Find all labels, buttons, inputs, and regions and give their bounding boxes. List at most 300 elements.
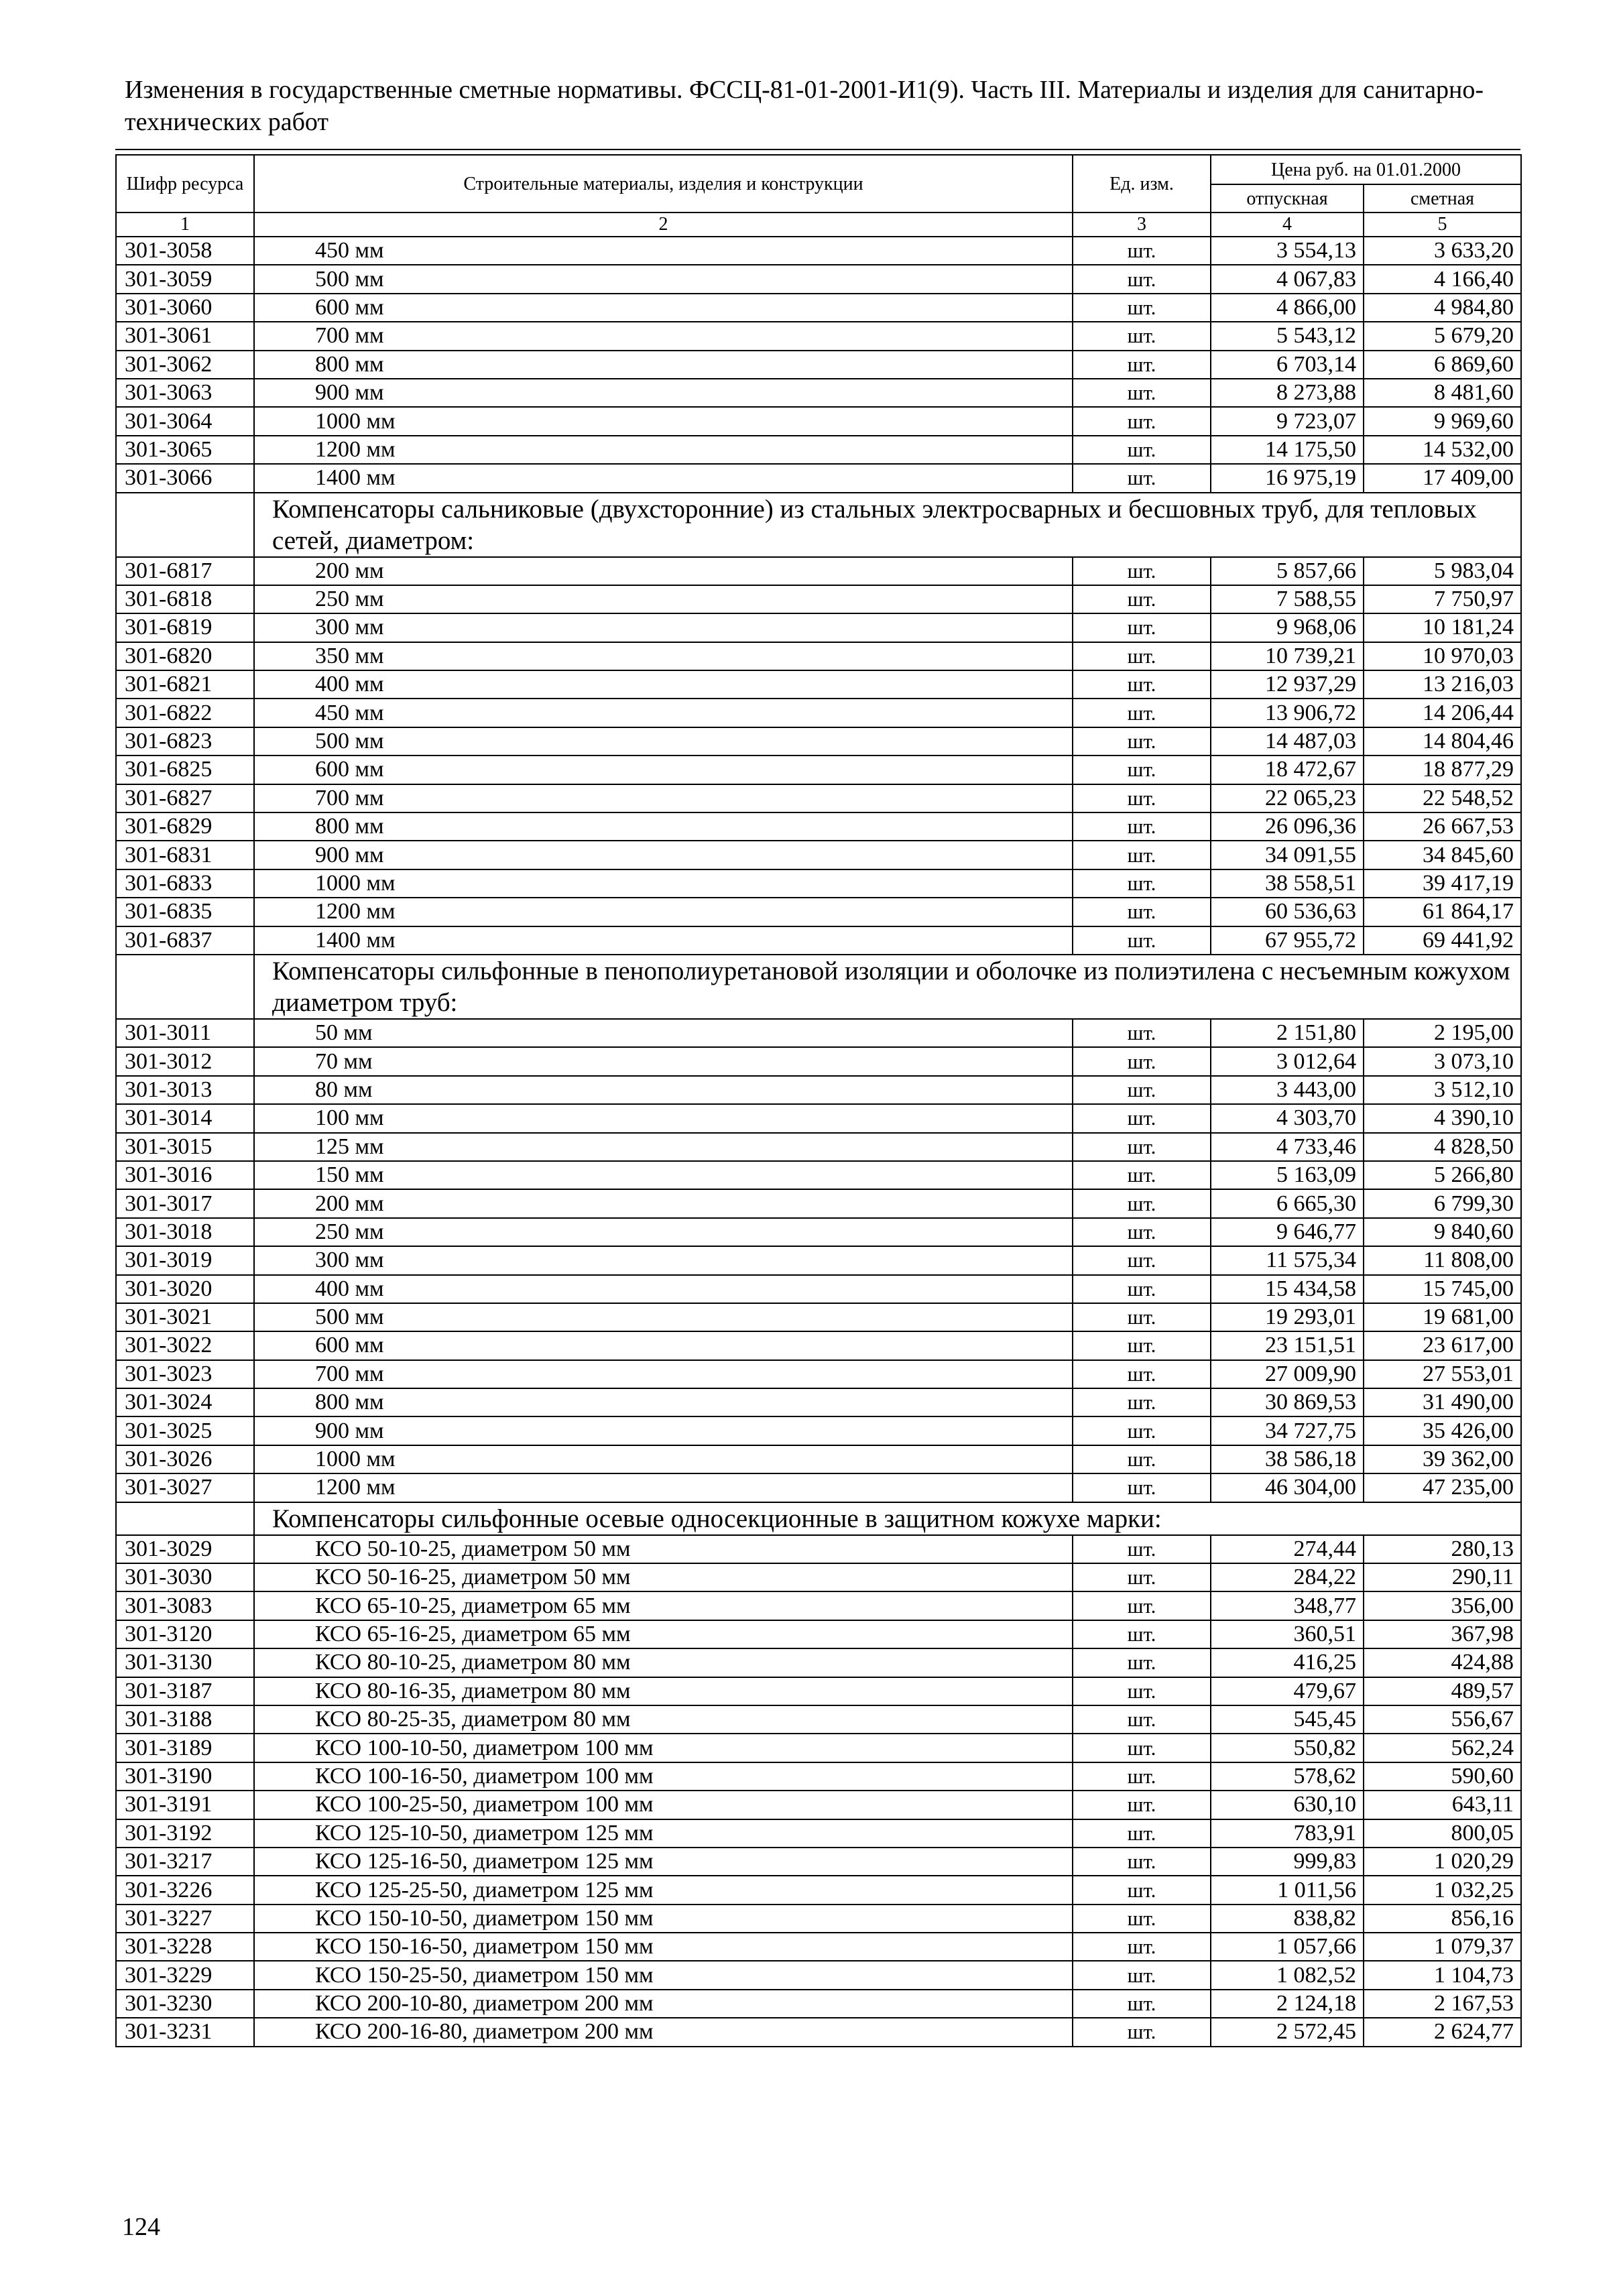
section-code-cell [116,955,254,1019]
table-row [116,1591,1521,1620]
column-header-estimate-price: сметная [1364,184,1521,213]
release-price-cell: 15 434,58 [1211,1275,1364,1303]
column-number: 2 [254,213,1073,237]
item-name-cell: 200 мм [254,1189,1073,1217]
resource-code-cell: 301-3020 [116,1275,254,1303]
table-row [116,1331,1521,1360]
estimate-price-cell: 800,05 [1364,1819,1521,1848]
table-row [116,1161,1521,1189]
estimate-price-cell: 14 206,44 [1364,699,1521,727]
unit-cell: шт. [1073,1047,1211,1075]
estimate-price-cell: 3 073,10 [1364,1047,1521,1075]
table-row [116,784,1521,812]
header-divider [115,149,1520,150]
release-price-cell: 550,82 [1211,1734,1364,1762]
resource-code-cell: 301-3188 [116,1705,254,1734]
resource-code-cell: 301-6835 [116,898,254,926]
release-price-cell: 838,82 [1211,1905,1364,1933]
estimate-price-cell: 590,60 [1364,1762,1521,1791]
item-name-cell: КСО 80-25-35, диаметром 80 мм [254,1705,1073,1734]
estimate-price-cell: 23 617,00 [1364,1331,1521,1360]
table-row [116,585,1521,613]
item-name-cell: 125 мм [254,1133,1073,1161]
unit-cell: шт. [1073,265,1211,293]
release-price-cell: 479,67 [1211,1677,1364,1705]
item-name-cell: КСО 100-25-50, диаметром 100 мм [254,1791,1073,1819]
table-row [116,1620,1521,1648]
item-name-cell: 1200 мм [254,436,1073,464]
resource-code-cell: 301-3019 [116,1246,254,1274]
item-name-cell: КСО 65-10-25, диаметром 65 мм [254,1591,1073,1620]
unit-cell: шт. [1073,1677,1211,1705]
release-price-cell: 360,51 [1211,1620,1364,1648]
table-row [116,464,1521,492]
resource-code-cell: 301-6818 [116,585,254,613]
resource-code-cell: 301-3063 [116,379,254,407]
section-header-row [116,493,1521,557]
item-name-cell: КСО 150-16-50, диаметром 150 мм [254,1933,1073,1961]
item-name-cell: 250 мм [254,585,1073,613]
release-price-cell: 9 723,07 [1211,407,1364,435]
estimate-price-cell: 6 869,60 [1364,351,1521,379]
resource-code-cell: 301-3022 [116,1331,254,1360]
release-price-cell: 4 067,83 [1211,265,1364,293]
resource-code-cell: 301-3189 [116,1734,254,1762]
table-row [116,1905,1521,1933]
resource-code-cell: 301-3015 [116,1133,254,1161]
table-row [116,1535,1521,1563]
table-row [116,1473,1521,1502]
unit-cell: шт. [1073,1990,1211,2018]
unit-cell: шт. [1073,585,1211,613]
unit-cell: шт. [1073,1445,1211,1473]
release-price-cell: 9 968,06 [1211,613,1364,642]
release-price-cell: 1 057,66 [1211,1933,1364,1961]
release-price-cell: 14 175,50 [1211,436,1364,464]
item-name-cell: КСО 50-16-25, диаметром 50 мм [254,1563,1073,1591]
resource-code-cell: 301-6820 [116,642,254,670]
estimate-price-cell: 15 745,00 [1364,1275,1521,1303]
resource-code-cell: 301-3013 [116,1076,254,1104]
unit-cell: шт. [1073,379,1211,407]
release-price-cell: 284,22 [1211,1563,1364,1591]
resource-code-cell: 301-3014 [116,1104,254,1132]
table-row [116,841,1521,869]
table-row [116,670,1521,699]
resource-code-cell: 301-6817 [116,557,254,585]
estimate-price-cell: 424,88 [1364,1648,1521,1677]
resource-code-cell: 301-3016 [116,1161,254,1189]
release-price-cell: 5 857,66 [1211,557,1364,585]
resource-code-cell: 301-3012 [116,1047,254,1075]
unit-cell: шт. [1073,407,1211,435]
section-header-row [116,1502,1521,1535]
item-name-cell: КСО 125-25-50, диаметром 125 мм [254,1876,1073,1904]
resource-code-cell: 301-3029 [116,1535,254,1563]
resource-code-cell: 301-3030 [116,1563,254,1591]
estimate-price-cell: 5 983,04 [1364,557,1521,585]
table-row [116,1133,1521,1161]
estimate-price-cell: 26 667,53 [1364,812,1521,841]
resource-code-cell: 301-3024 [116,1388,254,1416]
column-header-price-group: Цена руб. на 01.01.2000 [1211,155,1521,184]
estimate-price-cell: 1 020,29 [1364,1848,1521,1876]
resource-code-cell: 301-3058 [116,237,254,265]
estimate-price-cell: 280,13 [1364,1535,1521,1563]
item-name-cell: 80 мм [254,1076,1073,1104]
release-price-cell: 4 733,46 [1211,1133,1364,1161]
resource-code-cell: 301-3217 [116,1848,254,1876]
unit-cell: шт. [1073,1620,1211,1648]
item-name-cell: 400 мм [254,1275,1073,1303]
item-name-cell: 800 мм [254,1388,1073,1416]
column-number: 5 [1364,213,1521,237]
resource-code-cell: 301-3065 [116,436,254,464]
unit-cell: шт. [1073,670,1211,699]
estimate-price-cell: 17 409,00 [1364,464,1521,492]
unit-cell: шт. [1073,1535,1211,1563]
estimate-price-cell: 39 362,00 [1364,1445,1521,1473]
resource-code-cell: 301-3060 [116,294,254,322]
unit-cell: шт. [1073,756,1211,784]
unit-cell: шт. [1073,1563,1211,1591]
column-number: 3 [1073,213,1211,237]
unit-cell: шт. [1073,1648,1211,1677]
release-price-cell: 27 009,90 [1211,1360,1364,1388]
resource-code-cell: 301-3227 [116,1905,254,1933]
unit-cell: шт. [1073,1331,1211,1360]
item-name-cell: 1000 мм [254,1445,1073,1473]
item-name-cell: 700 мм [254,784,1073,812]
release-price-cell: 23 151,51 [1211,1331,1364,1360]
resource-code-cell: 301-6833 [116,869,254,898]
table-row [116,699,1521,727]
release-price-cell: 34 727,75 [1211,1416,1364,1445]
resource-code-cell: 301-3120 [116,1620,254,1648]
unit-cell: шт. [1073,1019,1211,1047]
unit-cell: шт. [1073,1303,1211,1331]
resource-code-cell: 301-3187 [116,1677,254,1705]
unit-cell: шт. [1073,2018,1211,2046]
item-name-cell: 400 мм [254,670,1073,699]
table-row [116,322,1521,350]
item-name-cell: 1200 мм [254,898,1073,926]
estimate-price-cell: 1 079,37 [1364,1933,1521,1961]
unit-cell: шт. [1073,1905,1211,1933]
estimate-price-cell: 643,11 [1364,1791,1521,1819]
resource-code-cell: 301-3190 [116,1762,254,1791]
table-row [116,1189,1521,1217]
estimate-price-cell: 13 216,03 [1364,670,1521,699]
table-row [116,613,1521,642]
item-name-cell: 600 мм [254,756,1073,784]
release-price-cell: 4 303,70 [1211,1104,1364,1132]
table-row [116,1360,1521,1388]
unit-cell: шт. [1073,727,1211,756]
item-name-cell: 1000 мм [254,869,1073,898]
estimate-price-cell: 34 845,60 [1364,841,1521,869]
release-price-cell: 9 646,77 [1211,1218,1364,1246]
table-row [116,1275,1521,1303]
resource-code-cell: 301-3130 [116,1648,254,1677]
unit-cell: шт. [1073,1360,1211,1388]
release-price-cell: 19 293,01 [1211,1303,1364,1331]
unit-cell: шт. [1073,1876,1211,1904]
release-price-cell: 783,91 [1211,1819,1364,1848]
table-row [116,1677,1521,1705]
resource-code-cell: 301-3192 [116,1819,254,1848]
item-name-cell: КСО 100-16-50, диаметром 100 мм [254,1762,1073,1791]
estimate-price-cell: 5 266,80 [1364,1161,1521,1189]
resource-code-cell: 301-3062 [116,351,254,379]
unit-cell: шт. [1073,613,1211,642]
unit-cell: шт. [1073,294,1211,322]
unit-cell: шт. [1073,784,1211,812]
table-row [116,237,1521,265]
table-row [116,1246,1521,1274]
item-name-cell: 300 мм [254,1246,1073,1274]
item-name-cell: 50 мм [254,1019,1073,1047]
release-price-cell: 2 572,45 [1211,2018,1364,2046]
unit-cell: шт. [1073,322,1211,350]
estimate-price-cell: 10 970,03 [1364,642,1521,670]
item-name-cell: КСО 50-10-25, диаметром 50 мм [254,1535,1073,1563]
release-price-cell: 1 011,56 [1211,1876,1364,1904]
unit-cell: шт. [1073,1473,1211,1502]
estimate-price-cell: 1 032,25 [1364,1876,1521,1904]
item-name-cell: 1200 мм [254,1473,1073,1502]
resource-code-cell: 301-6827 [116,784,254,812]
unit-cell: шт. [1073,1762,1211,1791]
unit-cell: шт. [1073,1388,1211,1416]
release-price-cell: 1 082,52 [1211,1961,1364,1989]
estimate-price-cell: 8 481,60 [1364,379,1521,407]
item-name-cell: 350 мм [254,642,1073,670]
page-number: 124 [122,2213,160,2241]
item-name-cell: 700 мм [254,1360,1073,1388]
unit-cell: шт. [1073,1275,1211,1303]
release-price-cell: 8 273,88 [1211,379,1364,407]
resource-code-cell: 301-3064 [116,407,254,435]
release-price-cell: 12 937,29 [1211,670,1364,699]
release-price-cell: 6 703,14 [1211,351,1364,379]
item-name-cell: 1400 мм [254,464,1073,492]
table-row [116,1705,1521,1734]
release-price-cell: 999,83 [1211,1848,1364,1876]
estimate-price-cell: 9 840,60 [1364,1218,1521,1246]
estimate-price-cell: 3 512,10 [1364,1076,1521,1104]
estimate-price-cell: 22 548,52 [1364,784,1521,812]
unit-cell: шт. [1073,1104,1211,1132]
table-row [116,1933,1521,1961]
table-row [116,1791,1521,1819]
unit-cell: шт. [1073,1961,1211,1989]
item-name-cell: КСО 150-25-50, диаметром 150 мм [254,1961,1073,1989]
item-name-cell: 600 мм [254,294,1073,322]
estimate-price-cell: 7 750,97 [1364,585,1521,613]
estimate-price-cell: 39 417,19 [1364,869,1521,898]
estimate-price-cell: 35 426,00 [1364,1416,1521,1445]
resource-code-cell: 301-3023 [116,1360,254,1388]
item-name-cell: 450 мм [254,237,1073,265]
resource-code-cell: 301-6822 [116,699,254,727]
table-row [116,1648,1521,1677]
resource-code-cell: 301-3017 [116,1189,254,1217]
unit-cell: шт. [1073,898,1211,926]
resource-code-cell: 301-6823 [116,727,254,756]
release-price-cell: 5 543,12 [1211,322,1364,350]
release-price-cell: 3 012,64 [1211,1047,1364,1075]
estimate-price-cell: 9 969,60 [1364,407,1521,435]
item-name-cell: 800 мм [254,351,1073,379]
resource-code-cell: 301-3027 [116,1473,254,1502]
unit-cell: шт. [1073,351,1211,379]
release-price-cell: 13 906,72 [1211,699,1364,727]
table-row [116,1076,1521,1104]
resource-code-cell: 301-3191 [116,1791,254,1819]
item-name-cell: 500 мм [254,1303,1073,1331]
estimate-price-cell: 31 490,00 [1364,1388,1521,1416]
table-row [116,294,1521,322]
column-header-name: Строительные материалы, изделия и конструкции [254,155,1073,213]
release-price-cell: 10 739,21 [1211,642,1364,670]
resource-code-cell: 301-3083 [116,1591,254,1620]
unit-cell: шт. [1073,1076,1211,1104]
price-table [115,154,1522,2047]
item-name-cell: КСО 80-16-35, диаметром 80 мм [254,1677,1073,1705]
resource-code-cell: 301-6819 [116,613,254,642]
table-row [116,1303,1521,1331]
item-name-cell: 150 мм [254,1161,1073,1189]
table-row [116,1961,1521,1989]
estimate-price-cell: 14 532,00 [1364,436,1521,464]
item-name-cell: 800 мм [254,812,1073,841]
estimate-price-cell: 2 624,77 [1364,2018,1521,2046]
table-row [116,1819,1521,1848]
estimate-price-cell: 2 167,53 [1364,1990,1521,2018]
unit-cell: шт. [1073,1819,1211,1848]
column-header-release-price: отпускная [1211,184,1364,213]
release-price-cell: 38 586,18 [1211,1445,1364,1473]
estimate-price-cell: 10 181,24 [1364,613,1521,642]
unit-cell: шт. [1073,436,1211,464]
item-name-cell: КСО 200-16-80, диаметром 200 мм [254,2018,1073,2046]
table-row [116,1990,1521,2018]
estimate-price-cell: 6 799,30 [1364,1189,1521,1217]
estimate-price-cell: 5 679,20 [1364,322,1521,350]
estimate-price-cell: 4 984,80 [1364,294,1521,322]
item-name-cell: КСО 100-10-50, диаметром 100 мм [254,1734,1073,1762]
unit-cell: шт. [1073,1133,1211,1161]
column-header-unit: Ед. изм. [1073,155,1211,213]
resource-code-cell: 301-3059 [116,265,254,293]
release-price-cell: 348,77 [1211,1591,1364,1620]
release-price-cell: 2 151,80 [1211,1019,1364,1047]
resource-code-cell: 301-3066 [116,464,254,492]
estimate-price-cell: 11 808,00 [1364,1246,1521,1274]
resource-code-cell: 301-3228 [116,1933,254,1961]
table-row [116,1734,1521,1762]
estimate-price-cell: 489,57 [1364,1677,1521,1705]
table-row [116,1416,1521,1445]
release-price-cell: 630,10 [1211,1791,1364,1819]
unit-cell: шт. [1073,1705,1211,1734]
table-row [116,1218,1521,1246]
item-name-cell: 70 мм [254,1047,1073,1075]
item-name-cell: 900 мм [254,1416,1073,1445]
unit-cell: шт. [1073,237,1211,265]
resource-code-cell: 301-3230 [116,1990,254,2018]
unit-cell: шт. [1073,841,1211,869]
release-price-cell: 6 665,30 [1211,1189,1364,1217]
estimate-price-cell: 27 553,01 [1364,1360,1521,1388]
release-price-cell: 2 124,18 [1211,1990,1364,2018]
resource-code-cell: 301-3011 [116,1019,254,1047]
resource-code-cell: 301-3061 [116,322,254,350]
release-price-cell: 274,44 [1211,1535,1364,1563]
item-name-cell: 500 мм [254,727,1073,756]
table-row [116,869,1521,898]
unit-cell: шт. [1073,1734,1211,1762]
unit-cell: шт. [1073,1218,1211,1246]
item-name-cell: КСО 80-10-25, диаметром 80 мм [254,1648,1073,1677]
unit-cell: шт. [1073,699,1211,727]
table-row [116,379,1521,407]
unit-cell: шт. [1073,1416,1211,1445]
unit-cell: шт. [1073,464,1211,492]
column-number: 1 [116,213,254,237]
resource-code-cell: 301-6831 [116,841,254,869]
item-name-cell: КСО 200-10-80, диаметром 200 мм [254,1990,1073,2018]
estimate-price-cell: 3 633,20 [1364,237,1521,265]
unit-cell: шт. [1073,812,1211,841]
resource-code-cell: 301-3231 [116,2018,254,2046]
item-name-cell: 1400 мм [254,926,1073,955]
estimate-price-cell: 4 828,50 [1364,1133,1521,1161]
column-number: 4 [1211,213,1364,237]
table-row [116,1445,1521,1473]
estimate-price-cell: 4 166,40 [1364,265,1521,293]
section-code-cell [116,1502,254,1535]
release-price-cell: 26 096,36 [1211,812,1364,841]
unit-cell: шт. [1073,1246,1211,1274]
item-name-cell: КСО 150-10-50, диаметром 150 мм [254,1905,1073,1933]
release-price-cell: 5 163,09 [1211,1161,1364,1189]
release-price-cell: 38 558,51 [1211,869,1364,898]
estimate-price-cell: 367,98 [1364,1620,1521,1648]
unit-cell: шт. [1073,1848,1211,1876]
table-row [116,265,1521,293]
item-name-cell: 300 мм [254,613,1073,642]
item-name-cell: 600 мм [254,1331,1073,1360]
resource-code-cell: 301-3026 [116,1445,254,1473]
table-row [116,557,1521,585]
release-price-cell: 16 975,19 [1211,464,1364,492]
unit-cell: шт. [1073,1933,1211,1961]
resource-code-cell: 301-6821 [116,670,254,699]
release-price-cell: 3 554,13 [1211,237,1364,265]
release-price-cell: 4 866,00 [1211,294,1364,322]
unit-cell: шт. [1073,557,1211,585]
estimate-price-cell: 356,00 [1364,1591,1521,1620]
release-price-cell: 60 536,63 [1211,898,1364,926]
estimate-price-cell: 562,24 [1364,1734,1521,1762]
release-price-cell: 11 575,34 [1211,1246,1364,1274]
unit-cell: шт. [1073,926,1211,955]
item-name-cell: 200 мм [254,557,1073,585]
estimate-price-cell: 61 864,17 [1364,898,1521,926]
estimate-price-cell: 2 195,00 [1364,1019,1521,1047]
